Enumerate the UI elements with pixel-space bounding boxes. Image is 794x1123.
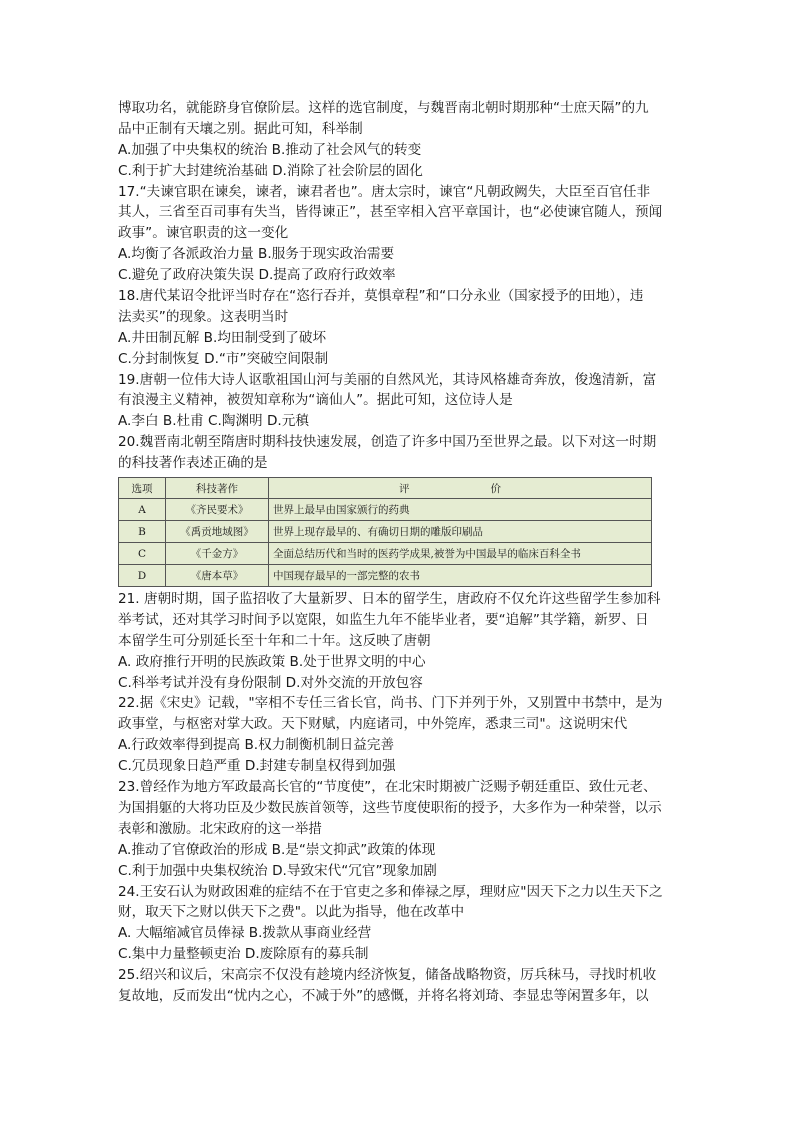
text-line: 17.“夫谏官职在谏矣，谏者，谏君者也”。唐太宗时，谏官“凡朝政阙失，大臣至百官任非 — [118, 183, 651, 200]
table-cell-option: A — [119, 499, 166, 521]
text-line: A.推动了官僚政治的形成 B.是“崇文抑武”政策的体现 — [118, 841, 436, 858]
header-option: 选项 — [119, 478, 166, 499]
tech-works-table — [118, 477, 652, 587]
text-line: 20.魏晋南北朝至隋唐时期科技快速发展，创造了许多中国乃至世界之最。以下对这一时期 — [118, 434, 657, 451]
text-line: C.避免了政府决策失误 D.提高了政府行政效率 — [118, 267, 396, 284]
text-line: 的科技著作表述正确的是 — [118, 455, 268, 472]
text-line: 本留学生可分别延长至十年和二十年。这反映了唐朝 — [118, 632, 431, 649]
table-cell-option: D — [119, 565, 166, 587]
table-row — [119, 521, 652, 543]
header-work: 科技著作 — [166, 478, 269, 499]
text-line: 法卖买”的现象。这表明当时 — [118, 308, 289, 325]
text-line: C.集中力量整顿吏治 D.废除原有的募兵制 — [118, 946, 369, 963]
text-line: A. 大幅缩减官员俸禄 B.拨款从事商业经营 — [118, 925, 372, 942]
table-cell-work: 《齐民要术》 — [166, 499, 269, 521]
table-cell-evaluation: 全面总结历代和当时的医药学成果,被誉为中国最早的临床百科全书 — [269, 543, 652, 565]
text-line: 18.唐代某诏令批评当时存在“恣行吞并，莫惧章程”和“口分永业（国家授予的田地），违 — [118, 288, 644, 305]
text-line: 财，取天下之财以供天下之费"。以此为指导，他在改革中 — [118, 904, 465, 921]
text-line: 25.绍兴和议后，宋高宗不仅没有趁境内经济恢复，储备战略物资，厉兵秣马，寻找时机收 — [118, 967, 657, 984]
text-line: 其人，三省至百司事有失当，皆得谏正”，甚至宰相入宫平章国计，也“必使谏官随人，预闻 — [118, 204, 663, 221]
text-line: A.井田制瓦解 B.均田制受到了破坏 — [118, 329, 327, 346]
text-line: A.李白 B.杜甫 C.陶渊明 D.元稹 — [118, 413, 309, 430]
text-line: 政事”。谏官职责的这一变化 — [118, 225, 289, 242]
text-line: 21. 唐朝时期，国子监招收了大量新罗、日本的留学生，唐政府不仅允许这些留学生参加科 — [118, 591, 661, 608]
text-line: A. 政府推行开明的民族政策 B.处于世界文明的中心 — [118, 653, 426, 670]
table-cell-evaluation: 中国现存最早的一部完整的农书 — [269, 565, 652, 587]
text-line: 政事堂，与枢密对掌大政。天下财赋，内庭诸司，中外筦库，悉隶三司"。这说明宋代 — [118, 716, 628, 733]
text-line: 24.王安石认为财政困难的症结不在于官吏之多和俸禄之厚，理财应"因天下之力以生天下之 — [118, 883, 663, 900]
text-line: C.利于加强中央集权统治 D.导致宋代“冗官”现象加剧 — [118, 862, 437, 879]
table-cell-work: 《唐本草》 — [166, 565, 269, 587]
text-line: 为国捐躯的大将功臣及少数民族首领等，这些节度使职衔的授予，大多作为一种荣誉，以示 — [118, 799, 662, 816]
text-line: C.利于扩大封建统治基础 D.消除了社会阶层的固化 — [118, 162, 423, 179]
question-block-bottom — [118, 589, 684, 1007]
question-block-top — [118, 98, 684, 474]
text-line: 22.据《宋史》记载，"宰相不专任三省长官，尚书、门下并列于外，又别置中书禁中，是为 — [118, 695, 663, 712]
text-line: 有浪漫主义精神，被贺知章称为“谪仙人”。据此可知，这位诗人是 — [118, 392, 513, 409]
table-cell-evaluation: 世界上现存最早的、有确切日期的雕版印刷品 — [269, 521, 652, 543]
text-line: C.冗员现象日趋严重 D.封建专制皇权得到加强 — [118, 758, 396, 775]
table-cell-option: C — [119, 543, 166, 565]
table-row — [119, 565, 652, 587]
header-evaluation: 评 价 — [269, 478, 652, 499]
exam-page — [118, 98, 684, 1007]
table-cell-work: 《千金方》 — [166, 543, 269, 565]
table-row — [119, 499, 652, 521]
text-line: C.分封制恢复 D.“市”突破空间限制 — [118, 350, 329, 367]
table-row — [119, 543, 652, 565]
text-line: 19.唐朝一位伟大诗人讴歌祖国山河与美丽的自然风光，其诗风格雄奇奔放，俊逸清新，富 — [118, 371, 657, 388]
table-cell-option: B — [119, 521, 166, 543]
text-line: 23.曾经作为地方军政最高长官的“节度使”，在北宋时期被广泛赐予朝廷重臣、致仕元老、 — [118, 779, 657, 796]
text-line: A.均衡了各派政治力量 B.服务于现实政治需要 — [118, 246, 395, 263]
text-line: A.行政效率得到提高 B.权力制衡机制日益完善 — [118, 737, 395, 754]
text-line: 表彰和激励。北宋政府的这一举措 — [118, 820, 322, 837]
table-header-row — [119, 478, 652, 499]
table-cell-evaluation: 世界上最早由国家颁行的药典 — [269, 499, 652, 521]
text-line: 举考试，还对其学习时间予以宽限，如监生九年不能毕业者，要“追解”其学籍，新罗、日 — [118, 611, 649, 628]
text-line: 复故地，反而发出“忧内之心，不减于外”的感慨，并将名将刘琦、李显忠等闲置多年，以 — [118, 987, 649, 1004]
table-cell-work: 《禹贡地域图》 — [166, 521, 269, 543]
text-line: C.科举考试并没有身份限制 D.对外交流的开放包容 — [118, 674, 423, 691]
text-line: A.加强了中央集权的统治 B.推动了社会风气的转变 — [118, 141, 422, 158]
text-line: 博取功名，就能跻身官僚阶层。这样的选官制度，与魏晋南北朝时期那种“士庶天隔”的九 — [118, 100, 649, 116]
text-line: 品中正制有天壤之别。据此可知，科举制 — [118, 120, 363, 137]
